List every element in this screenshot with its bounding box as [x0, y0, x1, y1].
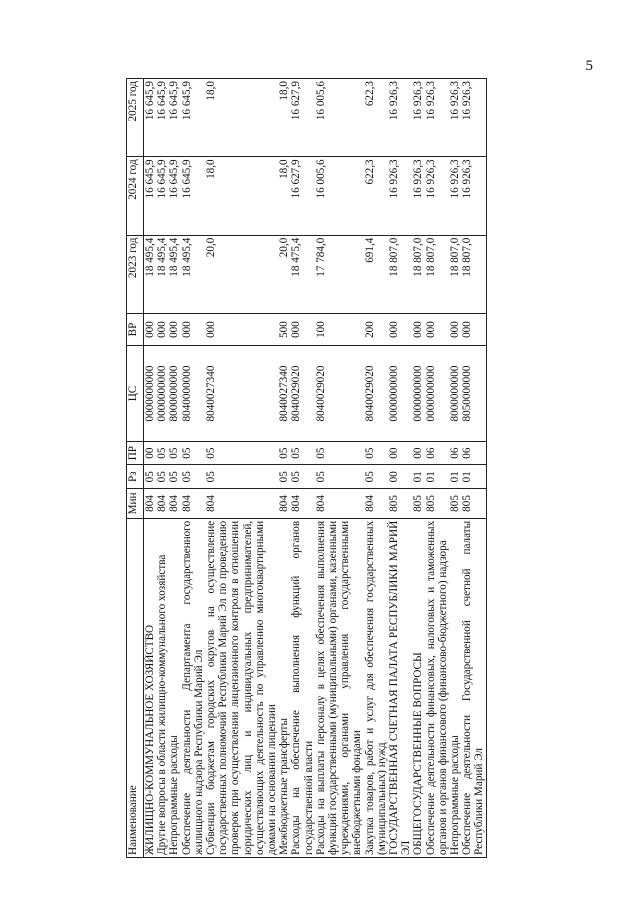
cell-y2025: 622,3 — [364, 79, 388, 157]
cell-name: Расходы на выплаты персоналу в целях обеспечения выполнения функций государственными (муниципальными) органами, казенными учреждениями, органами управления государственными внебюджетными фондами — [315, 518, 364, 857]
cell-cs: 8000000000 — [449, 346, 461, 442]
cell-y2023: 18 495,4 — [168, 235, 180, 313]
cell-min: 804 — [156, 489, 168, 519]
table-row — [412, 79, 424, 858]
cell-vr: 000 — [425, 313, 449, 345]
landscape-page — [126, 78, 566, 858]
cell-vr: 100 — [315, 313, 364, 345]
cell-pr: 06 — [461, 441, 486, 465]
cell-pr: 05 — [156, 441, 168, 465]
cell-min: 804 — [364, 489, 388, 519]
header-rz: Рз — [127, 465, 144, 489]
table-row — [144, 79, 157, 858]
cell-vr: 000 — [388, 313, 412, 345]
cell-vr: 000 — [449, 313, 461, 345]
cell-cs: 8040029020 — [364, 346, 388, 442]
cell-rz: 05 — [181, 465, 205, 489]
cell-rz: 05 — [168, 465, 180, 489]
cell-y2024: 16 645,9 — [168, 157, 180, 235]
table-row — [168, 79, 180, 858]
cell-y2024: 16 926,3 — [449, 157, 461, 235]
cell-pr: 00 — [388, 441, 412, 465]
cell-y2025: 16 926,3 — [449, 79, 461, 157]
cell-name: Обеспечение деятельности Департамента государственного жилищного надзора Республики Марий Эл — [181, 518, 205, 857]
cell-y2024: 16 926,3 — [388, 157, 412, 235]
cell-rz: 05 — [144, 465, 157, 489]
cell-y2023: 18 495,4 — [144, 235, 157, 313]
table-row — [364, 79, 388, 858]
cell-y2024: 16 005,6 — [315, 157, 364, 235]
cell-min: 804 — [168, 489, 180, 519]
cell-vr: 000 — [156, 313, 168, 345]
cell-name: Межбюджетные трансферты — [278, 518, 290, 857]
cell-y2023: 18 807,0 — [388, 235, 412, 313]
cell-vr: 200 — [364, 313, 388, 345]
cell-name: Обеспечение деятельности Государственной счетной палаты Республики Марий Эл — [461, 518, 486, 857]
cell-y2024: 18,0 — [205, 157, 278, 235]
cell-y2025: 16 645,9 — [156, 79, 168, 157]
cell-min: 805 — [425, 489, 449, 519]
cell-min: 805 — [449, 489, 461, 519]
cell-pr: 05 — [205, 441, 278, 465]
cell-cs: 8000000000 — [168, 346, 180, 442]
cell-pr: 00 — [412, 441, 424, 465]
cell-name: Закупка товаров, работ и услуг для обеспечения государственных (муниципальных) нужд — [364, 518, 388, 857]
cell-min: 804 — [290, 489, 314, 519]
cell-cs: 8040000000 — [181, 346, 205, 442]
header-2024: 2024 год — [127, 157, 144, 235]
cell-name: ОБЩЕГОСУДАРСТВЕННЫЕ ВОПРОСЫ — [412, 518, 424, 857]
cell-y2025: 18,0 — [278, 79, 290, 157]
cell-rz: 05 — [278, 465, 290, 489]
cell-y2024: 16 645,9 — [181, 157, 205, 235]
table-row — [278, 79, 290, 858]
cell-vr: 000 — [168, 313, 180, 345]
cell-y2025: 16 926,3 — [412, 79, 424, 157]
cell-name: Субвенции бюджетам городских округов на осуществление государственных полномочий Республики Марий Эл по проведению проверок при осуществлении лицензионного контроля в отношении юридических лиц и индивидуальных предпринимателей, осуществляющих деятельность по управлению многоквартирными домами на основании лицензии — [205, 518, 278, 857]
header-2025: 2025 год — [127, 79, 144, 157]
cell-y2023: 691,4 — [364, 235, 388, 313]
header-name: Наименование — [127, 518, 144, 857]
header-pr: ПР — [127, 441, 144, 465]
cell-min: 804 — [315, 489, 364, 519]
cell-name: ГОСУДАРСТВЕННАЯ СЧЕТНАЯ ПАЛАТА РЕСПУБЛИКИ МАРИЙ ЭЛ — [388, 518, 412, 857]
cell-rz: 01 — [461, 465, 486, 489]
cell-vr: 000 — [181, 313, 205, 345]
cell-y2025: 18,0 — [205, 79, 278, 157]
cell-y2023: 18 807,0 — [425, 235, 449, 313]
cell-vr: 000 — [205, 313, 278, 345]
cell-y2023: 18 495,4 — [181, 235, 205, 313]
cell-pr: 05 — [278, 441, 290, 465]
table-header-row — [127, 79, 144, 858]
cell-cs: 8040027340 — [278, 346, 290, 442]
cell-y2023: 18 807,0 — [461, 235, 486, 313]
cell-y2024: 16 926,3 — [461, 157, 486, 235]
cell-name: Непрограммные расходы — [449, 518, 461, 857]
cell-rz: 05 — [205, 465, 278, 489]
cell-pr: 06 — [449, 441, 461, 465]
cell-name: Непрограммные расходы — [168, 518, 180, 857]
cell-y2023: 20,0 — [205, 235, 278, 313]
cell-vr: 000 — [144, 313, 157, 345]
cell-y2025: 16 627,9 — [290, 79, 314, 157]
cell-rz: 05 — [315, 465, 364, 489]
cell-y2025: 16 645,9 — [181, 79, 205, 157]
budget-table — [126, 78, 487, 858]
cell-pr: 06 — [425, 441, 449, 465]
cell-vr: 000 — [461, 313, 486, 345]
table-row — [181, 79, 205, 858]
table-row — [156, 79, 168, 858]
rotated-table-area — [126, 78, 566, 858]
cell-y2023: 18 807,0 — [449, 235, 461, 313]
cell-cs: 8040029020 — [315, 346, 364, 442]
cell-rz: 01 — [412, 465, 424, 489]
header-cs: ЦС — [127, 346, 144, 442]
header-min: Мин — [127, 489, 144, 519]
cell-name: Другие вопросы в области жилищно-коммунального хозяйства — [156, 518, 168, 857]
table-row — [388, 79, 412, 858]
cell-y2023: 17 784,0 — [315, 235, 364, 313]
cell-y2023: 18 495,4 — [156, 235, 168, 313]
cell-y2024: 16 645,9 — [144, 157, 157, 235]
table-row — [290, 79, 314, 858]
cell-name: ЖИЛИЩНО-КОММУНАЛЬНОЕ ХОЗЯЙСТВО — [144, 518, 157, 857]
cell-y2025: 16 926,3 — [425, 79, 449, 157]
cell-min: 805 — [388, 489, 412, 519]
cell-cs: 0000000000 — [412, 346, 424, 442]
page-number: 5 — [585, 58, 593, 74]
cell-y2025: 16 645,9 — [144, 79, 157, 157]
cell-rz: 05 — [290, 465, 314, 489]
cell-y2024: 16 926,3 — [412, 157, 424, 235]
cell-min: 804 — [278, 489, 290, 519]
cell-cs: 8040027340 — [205, 346, 278, 442]
cell-rz: 01 — [449, 465, 461, 489]
header-vr: ВР — [127, 313, 144, 345]
cell-pr: 05 — [315, 441, 364, 465]
table-row — [205, 79, 278, 858]
cell-vr: 000 — [412, 313, 424, 345]
cell-y2025: 16 926,3 — [461, 79, 486, 157]
header-2023: 2023 год — [127, 235, 144, 313]
cell-cs: 0000000000 — [156, 346, 168, 442]
cell-cs: 0000000000 — [388, 346, 412, 442]
table-body — [144, 79, 487, 858]
cell-cs: 0000000000 — [425, 346, 449, 442]
table-row — [461, 79, 486, 858]
cell-y2024: 622,3 — [364, 157, 388, 235]
cell-y2024: 16 645,9 — [156, 157, 168, 235]
cell-name: Расходы на обеспечение выполнения функций органов государственной власти — [290, 518, 314, 857]
cell-pr: 05 — [290, 441, 314, 465]
cell-y2025: 16 926,3 — [388, 79, 412, 157]
cell-rz: 05 — [364, 465, 388, 489]
cell-pr: 05 — [181, 441, 205, 465]
cell-y2024: 16 926,3 — [425, 157, 449, 235]
cell-y2024: 18,0 — [278, 157, 290, 235]
cell-rz: 00 — [388, 465, 412, 489]
cell-y2023: 18 475,4 — [290, 235, 314, 313]
cell-vr: 000 — [290, 313, 314, 345]
cell-min: 805 — [412, 489, 424, 519]
cell-min: 804 — [181, 489, 205, 519]
table-row — [315, 79, 364, 858]
cell-cs: 8040029020 — [290, 346, 314, 442]
cell-pr: 05 — [364, 441, 388, 465]
cell-min: 805 — [461, 489, 486, 519]
cell-cs: 0000000000 — [144, 346, 157, 442]
cell-y2025: 16 645,9 — [168, 79, 180, 157]
cell-y2023: 20,0 — [278, 235, 290, 313]
cell-y2024: 16 627,9 — [290, 157, 314, 235]
cell-pr: 05 — [168, 441, 180, 465]
cell-name: Обеспечение деятельности финансовых, налоговых и таможенных органов и органов финансового (финансово-бюджетного) надзора — [425, 518, 449, 857]
cell-vr: 500 — [278, 313, 290, 345]
cell-rz: 05 — [156, 465, 168, 489]
table-row — [425, 79, 449, 858]
cell-min: 804 — [205, 489, 278, 519]
cell-y2023: 18 807,0 — [412, 235, 424, 313]
cell-y2025: 16 005,6 — [315, 79, 364, 157]
table-row — [449, 79, 461, 858]
cell-rz: 01 — [425, 465, 449, 489]
cell-pr: 00 — [144, 441, 157, 465]
cell-cs: 8050000000 — [461, 346, 486, 442]
cell-min: 804 — [144, 489, 157, 519]
